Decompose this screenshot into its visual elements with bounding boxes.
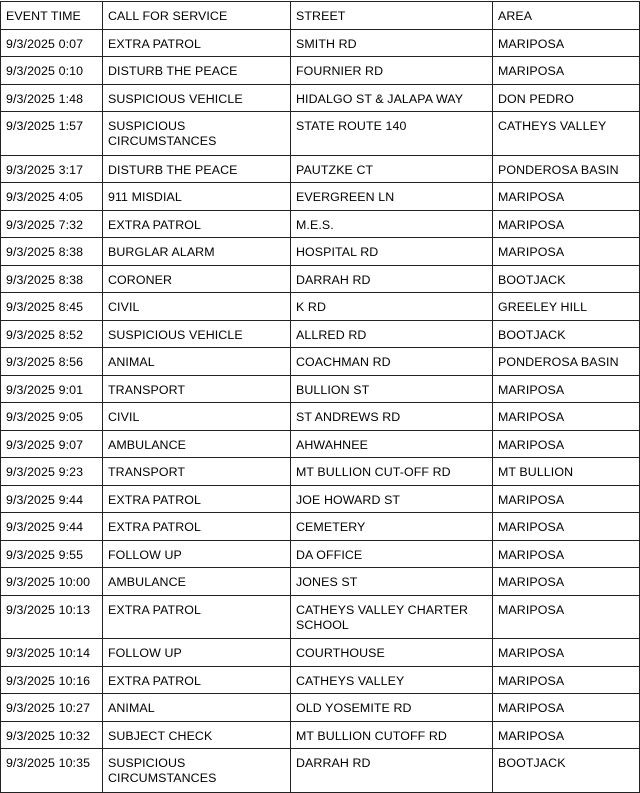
cell-street: DARRAH RD <box>291 749 493 793</box>
cell-area: MARIPOSA <box>493 183 640 211</box>
table-row <box>1 666 640 694</box>
cell-area: GREELEY HILL <box>493 293 640 321</box>
cell-call-for-service: SUSPICIOUS CIRCUMSTANCES <box>103 112 291 156</box>
cell-call-for-service: TRANSPORT <box>103 375 291 403</box>
cell-call-for-service: 911 MISDIAL <box>103 183 291 211</box>
table-row <box>1 749 640 793</box>
call-log-table <box>0 1 640 793</box>
table-body <box>1 29 640 792</box>
cell-call-for-service: DISTURB THE PEACE <box>103 57 291 85</box>
table-row <box>1 375 640 403</box>
cell-street: EVERGREEN LN <box>291 183 493 211</box>
cell-call-for-service: SUSPICIOUS VEHICLE <box>103 320 291 348</box>
cell-call-for-service: EXTRA PATROL <box>103 485 291 513</box>
cell-area: MARIPOSA <box>493 694 640 722</box>
header-call-for-service: CALL FOR SERVICE <box>103 2 291 30</box>
header-street: STREET <box>291 2 493 30</box>
cell-street: DA OFFICE <box>291 540 493 568</box>
cell-call-for-service: EXTRA PATROL <box>103 210 291 238</box>
cell-street: HIDALGO ST & JALAPA WAY <box>291 84 493 112</box>
cell-call-for-service: DISTURB THE PEACE <box>103 155 291 183</box>
cell-area: MARIPOSA <box>493 666 640 694</box>
table-header-row <box>1 2 640 30</box>
cell-call-for-service: ANIMAL <box>103 694 291 722</box>
cell-area: MARIPOSA <box>493 639 640 667</box>
cell-event-time: 9/3/2025 0:10 <box>1 57 103 85</box>
cell-street: ALLRED RD <box>291 320 493 348</box>
cell-call-for-service: BURGLAR ALARM <box>103 238 291 266</box>
table-row <box>1 485 640 513</box>
cell-area: BOOTJACK <box>493 265 640 293</box>
table-row <box>1 513 640 541</box>
cell-area: PONDEROSA BASIN <box>493 155 640 183</box>
table-row <box>1 293 640 321</box>
cell-event-time: 9/3/2025 8:56 <box>1 348 103 376</box>
table-row <box>1 155 640 183</box>
cell-street: DARRAH RD <box>291 265 493 293</box>
cell-area: PONDEROSA BASIN <box>493 348 640 376</box>
cell-area: BOOTJACK <box>493 749 640 793</box>
cell-area: MARIPOSA <box>493 595 640 639</box>
cell-event-time: 9/3/2025 10:13 <box>1 595 103 639</box>
cell-event-time: 9/3/2025 10:00 <box>1 568 103 596</box>
cell-street: COACHMAN RD <box>291 348 493 376</box>
table-row <box>1 540 640 568</box>
cell-street: SMITH RD <box>291 29 493 57</box>
cell-call-for-service: FOLLOW UP <box>103 540 291 568</box>
cell-event-time: 9/3/2025 4:05 <box>1 183 103 211</box>
cell-call-for-service: EXTRA PATROL <box>103 513 291 541</box>
cell-event-time: 9/3/2025 10:32 <box>1 721 103 749</box>
cell-street: CATHEYS VALLEY CHARTER SCHOOL <box>291 595 493 639</box>
cell-event-time: 9/3/2025 9:07 <box>1 430 103 458</box>
cell-call-for-service: SUSPICIOUS VEHICLE <box>103 84 291 112</box>
table-row <box>1 265 640 293</box>
table-row <box>1 84 640 112</box>
cell-street: CEMETERY <box>291 513 493 541</box>
cell-area: MARIPOSA <box>493 568 640 596</box>
cell-street: STATE ROUTE 140 <box>291 112 493 156</box>
cell-event-time: 9/3/2025 10:16 <box>1 666 103 694</box>
table-row <box>1 595 640 639</box>
cell-street: HOSPITAL RD <box>291 238 493 266</box>
table-row <box>1 348 640 376</box>
cell-street: MT BULLION CUT-OFF RD <box>291 458 493 486</box>
cell-call-for-service: FOLLOW UP <box>103 639 291 667</box>
cell-street: BULLION ST <box>291 375 493 403</box>
cell-street: K RD <box>291 293 493 321</box>
cell-call-for-service: CIVIL <box>103 293 291 321</box>
cell-call-for-service: CIVIL <box>103 403 291 431</box>
cell-call-for-service: AMBULANCE <box>103 430 291 458</box>
table-row <box>1 458 640 486</box>
cell-area: MARIPOSA <box>493 375 640 403</box>
cell-event-time: 9/3/2025 3:17 <box>1 155 103 183</box>
cell-call-for-service: SUSPICIOUS CIRCUMSTANCES <box>103 749 291 793</box>
cell-event-time: 9/3/2025 9:05 <box>1 403 103 431</box>
cell-street: MT BULLION CUTOFF RD <box>291 721 493 749</box>
cell-street: JONES ST <box>291 568 493 596</box>
cell-area: MARIPOSA <box>493 210 640 238</box>
cell-area: CATHEYS VALLEY <box>493 112 640 156</box>
cell-call-for-service: SUBJECT CHECK <box>103 721 291 749</box>
cell-event-time: 9/3/2025 1:48 <box>1 84 103 112</box>
cell-event-time: 9/3/2025 8:38 <box>1 238 103 266</box>
cell-event-time: 9/3/2025 9:44 <box>1 485 103 513</box>
cell-street: M.E.S. <box>291 210 493 238</box>
table-row <box>1 112 640 156</box>
table-row <box>1 183 640 211</box>
table-row <box>1 568 640 596</box>
cell-area: MARIPOSA <box>493 721 640 749</box>
cell-event-time: 9/3/2025 10:27 <box>1 694 103 722</box>
cell-event-time: 9/3/2025 8:52 <box>1 320 103 348</box>
cell-street: PAUTZKE CT <box>291 155 493 183</box>
cell-event-time: 9/3/2025 9:55 <box>1 540 103 568</box>
cell-event-time: 9/3/2025 0:07 <box>1 29 103 57</box>
cell-event-time: 9/3/2025 8:45 <box>1 293 103 321</box>
cell-call-for-service: CORONER <box>103 265 291 293</box>
cell-area: MARIPOSA <box>493 403 640 431</box>
cell-event-time: 9/3/2025 9:01 <box>1 375 103 403</box>
table-row <box>1 57 640 85</box>
cell-area: MARIPOSA <box>493 430 640 458</box>
table-row <box>1 721 640 749</box>
cell-street: COURTHOUSE <box>291 639 493 667</box>
cell-area: MARIPOSA <box>493 57 640 85</box>
table-row <box>1 403 640 431</box>
cell-event-time: 9/3/2025 9:44 <box>1 513 103 541</box>
cell-street: ST ANDREWS RD <box>291 403 493 431</box>
cell-area: MARIPOSA <box>493 485 640 513</box>
table-row <box>1 694 640 722</box>
cell-area: BOOTJACK <box>493 320 640 348</box>
cell-event-time: 9/3/2025 8:38 <box>1 265 103 293</box>
cell-street: AHWAHNEE <box>291 430 493 458</box>
cell-area: MARIPOSA <box>493 29 640 57</box>
cell-event-time: 9/3/2025 7:32 <box>1 210 103 238</box>
cell-call-for-service: EXTRA PATROL <box>103 666 291 694</box>
cell-street: CATHEYS VALLEY <box>291 666 493 694</box>
cell-area: MARIPOSA <box>493 513 640 541</box>
cell-street: FOURNIER RD <box>291 57 493 85</box>
cell-street: JOE HOWARD ST <box>291 485 493 513</box>
cell-area: MT BULLION <box>493 458 640 486</box>
cell-call-for-service: EXTRA PATROL <box>103 29 291 57</box>
table-row <box>1 238 640 266</box>
cell-event-time: 9/3/2025 10:14 <box>1 639 103 667</box>
cell-call-for-service: EXTRA PATROL <box>103 595 291 639</box>
cell-area: MARIPOSA <box>493 540 640 568</box>
cell-event-time: 9/3/2025 9:23 <box>1 458 103 486</box>
table-row <box>1 320 640 348</box>
header-area: AREA <box>493 2 640 30</box>
table-row <box>1 430 640 458</box>
cell-event-time: 9/3/2025 10:35 <box>1 749 103 793</box>
cell-area: DON PEDRO <box>493 84 640 112</box>
cell-area: MARIPOSA <box>493 238 640 266</box>
table-row <box>1 639 640 667</box>
table-row <box>1 29 640 57</box>
header-event-time: EVENT TIME <box>1 2 103 30</box>
cell-event-time: 9/3/2025 1:57 <box>1 112 103 156</box>
table-row <box>1 210 640 238</box>
cell-street: OLD YOSEMITE RD <box>291 694 493 722</box>
cell-call-for-service: TRANSPORT <box>103 458 291 486</box>
cell-call-for-service: ANIMAL <box>103 348 291 376</box>
cell-call-for-service: AMBULANCE <box>103 568 291 596</box>
